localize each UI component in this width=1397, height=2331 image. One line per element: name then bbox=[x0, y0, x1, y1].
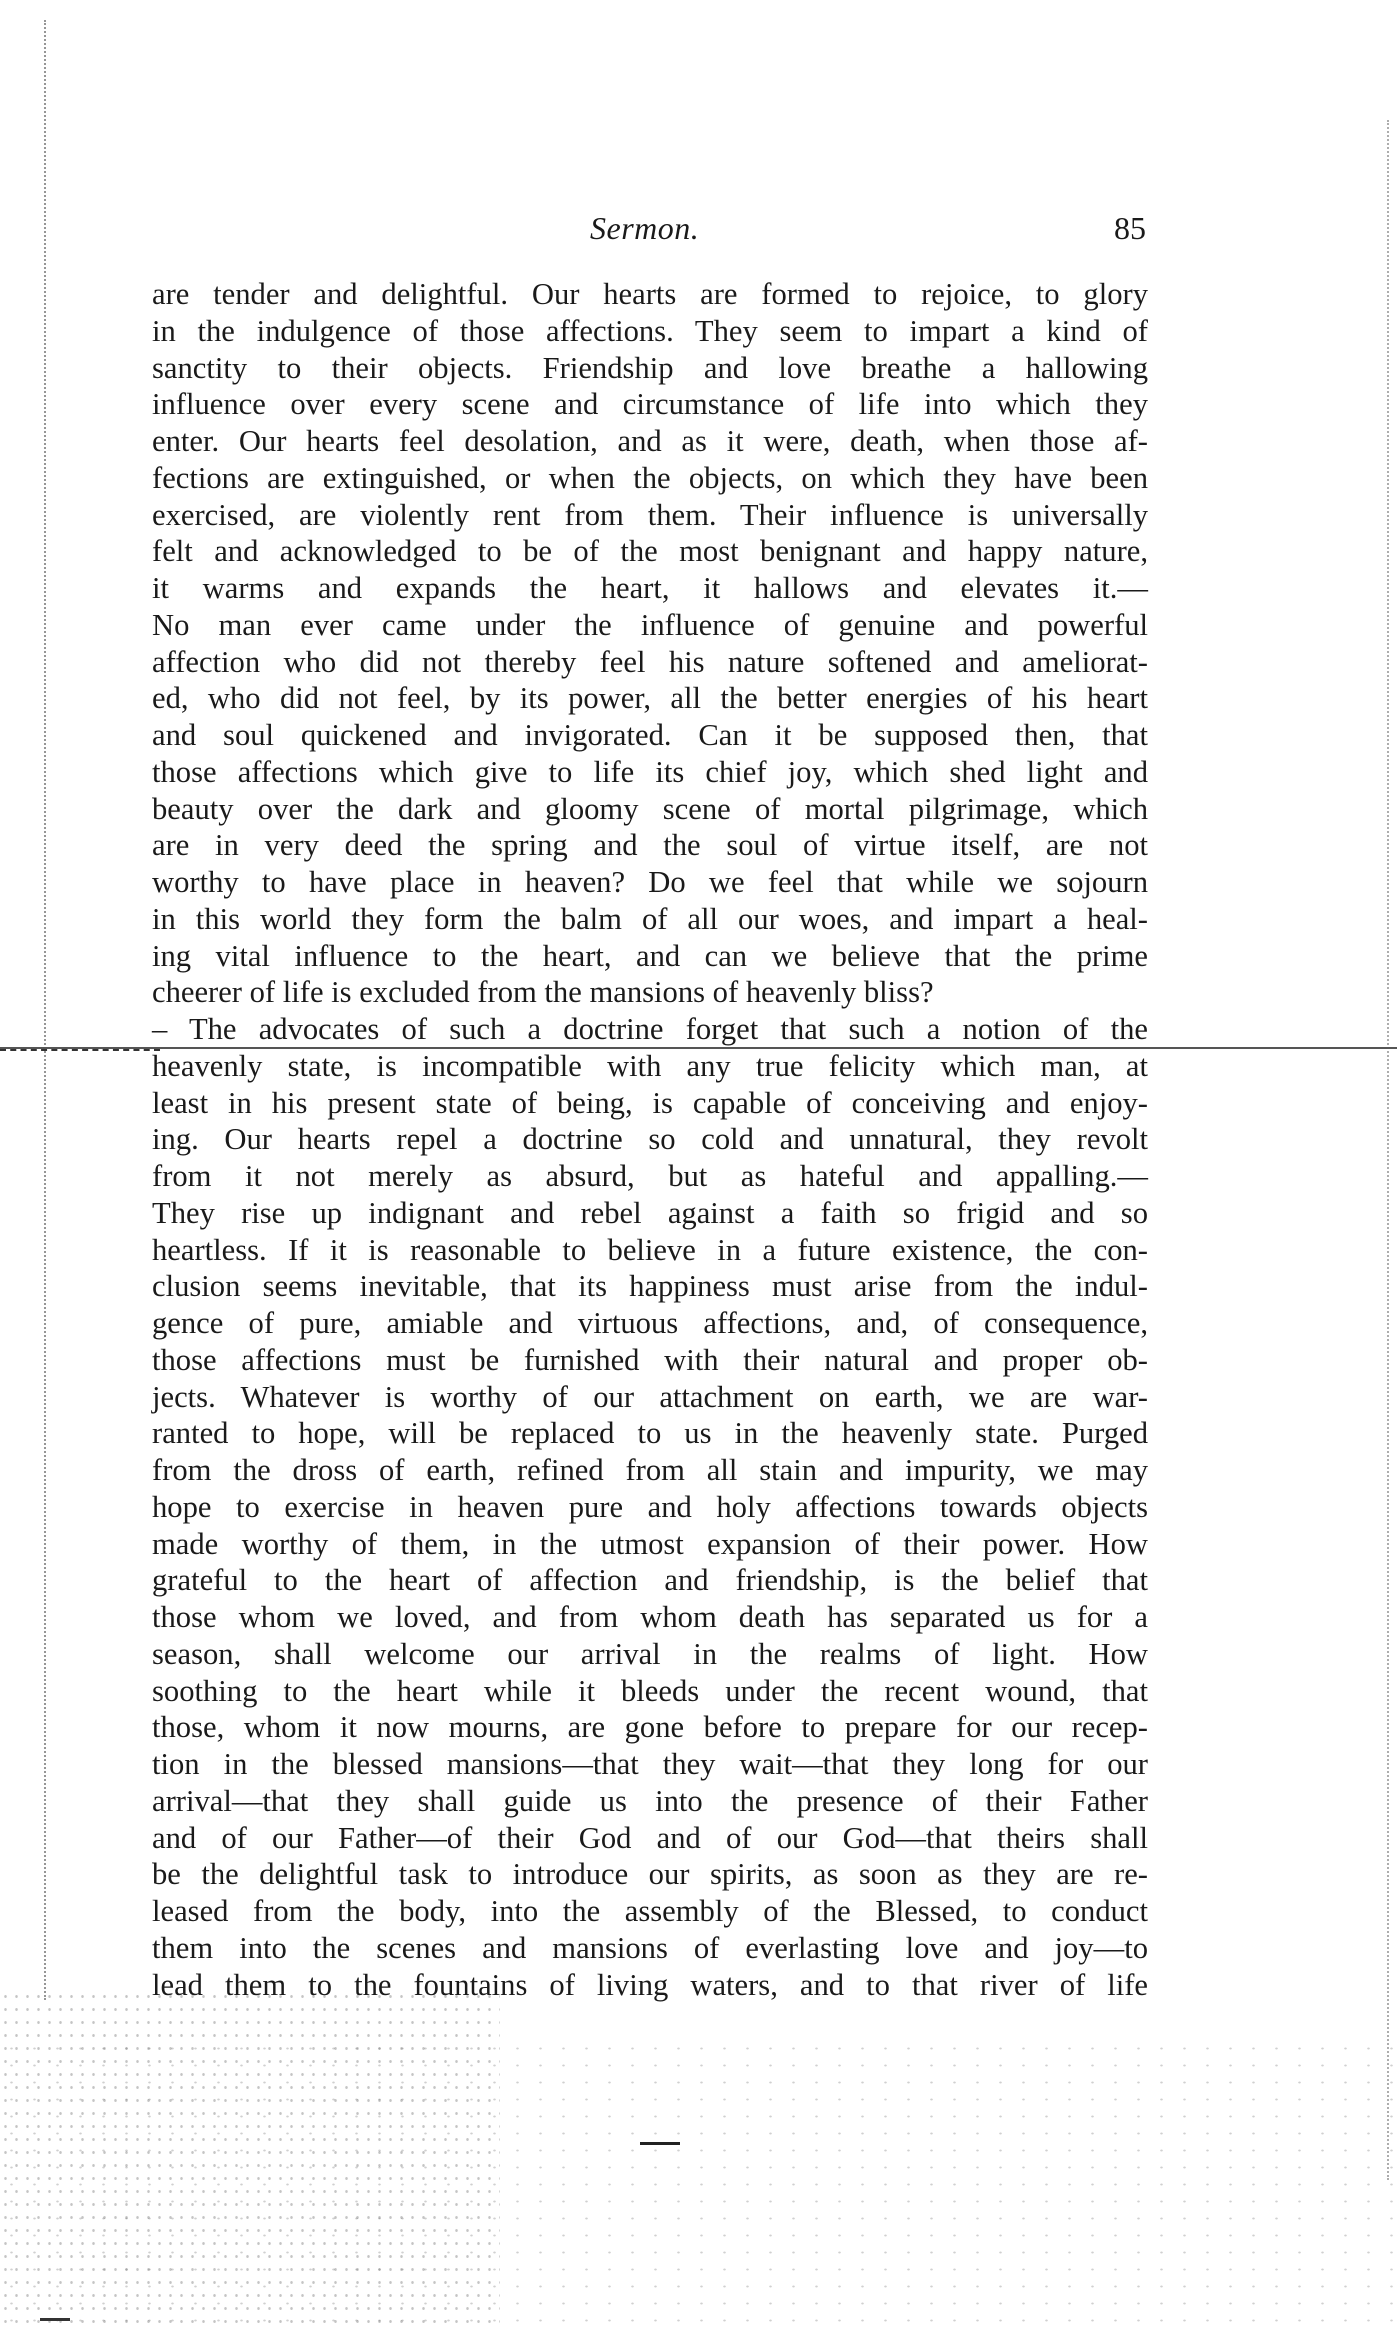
text-line: gence of pure, amiable and virtuous affections, and, of consequence, bbox=[152, 1306, 1148, 1340]
text-line: least in his present state of being, is capable of conceiving and enjoy- bbox=[152, 1085, 1148, 1120]
text-line: felt and acknowledged to be of the most benignant and happy nature, bbox=[152, 534, 1148, 569]
page-number: 85 bbox=[1114, 210, 1146, 246]
text-line: influence over every scene and circumstance of life into which they bbox=[152, 387, 1148, 422]
text-line: hope to exercise in heaven pure and holy affections towards objects bbox=[152, 1489, 1148, 1524]
text-line: arrival—that they shall guide us into the presence of their Father bbox=[152, 1783, 1148, 1818]
text-line: be the delightful task to introduce our spirits, as soon as they are re- bbox=[152, 1857, 1148, 1892]
text-line: it warms and expands the heart, it hallows and elevates it.— bbox=[152, 571, 1148, 605]
text-line: in this world they form the balm of all our woes, and impart a heal- bbox=[152, 901, 1148, 936]
text-line: leased from the body, into the assembly of the Blessed, to conduct bbox=[152, 1894, 1148, 1928]
text-line: season, shall welcome our arrival in the realms of light. How bbox=[152, 1636, 1148, 1671]
text-line: – The advocates of such a doctrine forget that such a notion of the bbox=[152, 1012, 1148, 1046]
text-line: clusion seems inevitable, that its happiness must arise from the indul- bbox=[152, 1269, 1148, 1304]
text-line: beauty over the dark and gloomy scene of mortal pilgrimage, which bbox=[152, 791, 1148, 826]
text-line: cheerer of life is excluded from the mansions of heavenly bliss? bbox=[152, 975, 934, 1010]
text-line: are tender and delightful. Our hearts are formed to rejoice, to glory bbox=[152, 277, 1148, 311]
text-line: grateful to the heart of affection and friendship, is the belief that bbox=[152, 1563, 1148, 1598]
sermon-text bbox=[152, 276, 1148, 2003]
text-line: and of our Father—of their God and of our God—that theirs shall bbox=[152, 1820, 1148, 1855]
dashed-scan-line bbox=[0, 1049, 160, 1051]
text-line: those affections must be furnished with their natural and proper ob- bbox=[152, 1342, 1148, 1377]
text-line: fections are extinguished, or when the objects, on which they have been bbox=[152, 460, 1148, 495]
text-line: sanctity to their objects. Friendship and love breathe a hallowing bbox=[152, 350, 1148, 385]
text-line: enter. Our hearts feel desolation, and as it were, death, when those af- bbox=[152, 424, 1148, 458]
text-line: those affections which give to life its chief joy, which shed light and bbox=[152, 754, 1148, 789]
text-line: jects. Whatever is worthy of our attachment on earth, we are war- bbox=[152, 1379, 1148, 1414]
bottom-dash-mark bbox=[640, 2142, 680, 2145]
text-line: They rise up indignant and rebel against a faith so frigid and so bbox=[152, 1195, 1148, 1230]
text-line: affection who did not thereby feel his nature softened and ameliorat- bbox=[152, 644, 1148, 679]
running-header bbox=[150, 210, 1150, 250]
text-line: from it not merely as absurd, but as hateful and appalling.— bbox=[152, 1159, 1148, 1193]
text-line: heavenly state, is incompatible with any true felicity which man, at bbox=[152, 1048, 1148, 1083]
text-line: and soul quickened and invigorated. Can it be supposed then, that bbox=[152, 718, 1148, 752]
text-line: made worthy of them, in the utmost expansion of their power. How bbox=[152, 1526, 1148, 1561]
left-bottom-speckle-artifact bbox=[0, 1990, 500, 2330]
right-margin-scan-artifact bbox=[1381, 120, 1389, 2180]
text-line: ed, who did not feel, by its power, all the better energies of his heart bbox=[152, 681, 1148, 716]
running-title: Sermon. bbox=[590, 210, 700, 246]
text-line: exercised, are violently rent from them. Their influence is universally bbox=[152, 497, 1148, 532]
text-line: ing vital influence to the heart, and can we believe that the prime bbox=[152, 938, 1148, 973]
corner-dash-mark bbox=[40, 2318, 70, 2321]
text-line: ranted to hope, will be replaced to us in the heavenly state. Purged bbox=[152, 1416, 1148, 1451]
text-line: those, whom it now mourns, are gone before to prepare for our recep- bbox=[152, 1710, 1148, 1745]
text-line: from the dross of earth, refined from all stain and impurity, we may bbox=[152, 1453, 1148, 1487]
left-margin-scan-artifact bbox=[44, 20, 56, 2000]
text-line: No man ever came under the influence of genuine and powerful bbox=[152, 607, 1148, 642]
text-line: lead them to the fountains of living waters, and to that river of life bbox=[152, 1967, 1148, 2002]
text-line: are in very deed the spring and the soul of virtue itself, are not bbox=[152, 828, 1148, 863]
text-line: heartless. If it is reasonable to believe in a future existence, the con- bbox=[152, 1232, 1148, 1267]
text-line: tion in the blessed mansions—that they wait—that they long for our bbox=[152, 1747, 1148, 1781]
text-line: those whom we loved, and from whom death has separated us for a bbox=[152, 1600, 1148, 1634]
text-line: worthy to have place in heaven? Do we feel that while we sojourn bbox=[152, 865, 1148, 899]
text-line: soothing to the heart while it bleeds under the recent wound, that bbox=[152, 1673, 1148, 1708]
text-line: in the indulgence of those affections. They seem to impart a kind of bbox=[152, 313, 1148, 348]
text-line: ing. Our hearts repel a doctrine so cold and unnatural, they revolt bbox=[152, 1122, 1148, 1157]
text-line: them into the scenes and mansions of everlasting love and joy—to bbox=[152, 1930, 1148, 1965]
